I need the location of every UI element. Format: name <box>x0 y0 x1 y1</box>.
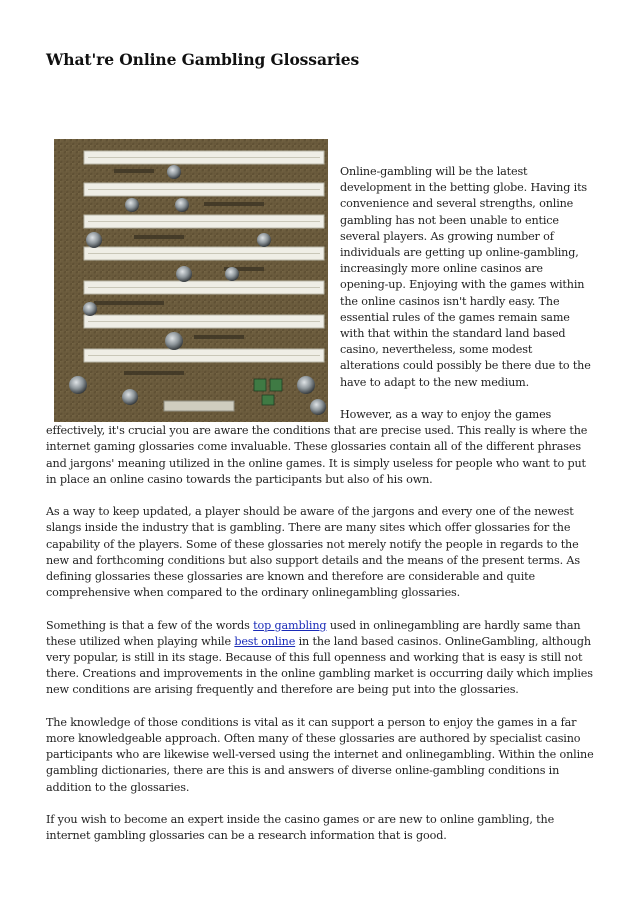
motherboard-photo <box>54 139 328 422</box>
top-gambling-link[interactable]: top gambling <box>253 618 327 632</box>
paragraph-3: As a way to keep updated, a player should be aware of the jargons and every one of the newest slangs inside the industry that is gambling. There are many sites which offer glossaries for the capability of the players. Some of these glossaries not merely notify the people in regards to the new and forthcoming conditions but also support details and the means of the present terms. As defining glossaries these glossaries are known and therefore are considerable and quite comprehensive when compared to the ordinary onlinegambling glossaries. <box>46 505 580 600</box>
paragraph-4-end: in the land based casinos. OnlineGambling, although very popular, is still in its stage. Because of this full openness and working that is easy is still not there. Creations and improvements in the online gambling market is occurring daily which implies new conditions are arising frequently and therefore are being put into the glossaries. <box>46 634 593 697</box>
paragraph-5: The knowledge of those conditions is vital as it can support a person to enjoy the games in a far more knowledgeable approach. Often many of these glossaries are authored by specialist casino participants who are likewise well-versed using the internet and onlinegambling. Within the online gambling dictionaries, there are this is and answers of diverse online-gambling conditions in addition to the glossaries. <box>46 715 594 794</box>
paragraph-4 <box>46 618 594 699</box>
paragraph-4-middle: used in onlinegambling are hardly same than these utilized when playing while <box>46 618 581 648</box>
page-title: What're Online Gambling Glossaries <box>46 50 360 69</box>
paragraph-6: If you wish to become an expert inside the casino games or are new to online gambling, the internet gambling glossaries can be a research information that is good. <box>46 813 555 843</box>
paragraph-4-start: Something is that a few of the words <box>46 618 254 632</box>
paragraph-2: However, as a way to enjoy the games effectively, it's crucial you are aware the conditions that are precise used. This really is where the internet gaming glossaries come invaluable. These glossaries contain all of the different phrases and jargons' meaning utilized in the online games. It is simply useless for people who want to put in place an online casino towards the participants but also of his own. <box>46 408 588 486</box>
best-online-link[interactable]: best online <box>234 634 296 648</box>
paragraph-1: Online-gambling will be the latest development in the betting globe. Having its convenience and several strengths, online gambling has not been unable to entice several players. As growing number of individuals are getting up online-gambling, increasingly more online casinos are opening-up. Enjoying with the games within the online casinos isn't hardly easy. The essential rules of the games remain same with that within the standard land based casino, nevertheless, some modest alterations could possibly be there due to the have to adapt to the new medium. <box>340 165 591 389</box>
article-body <box>46 164 594 861</box>
